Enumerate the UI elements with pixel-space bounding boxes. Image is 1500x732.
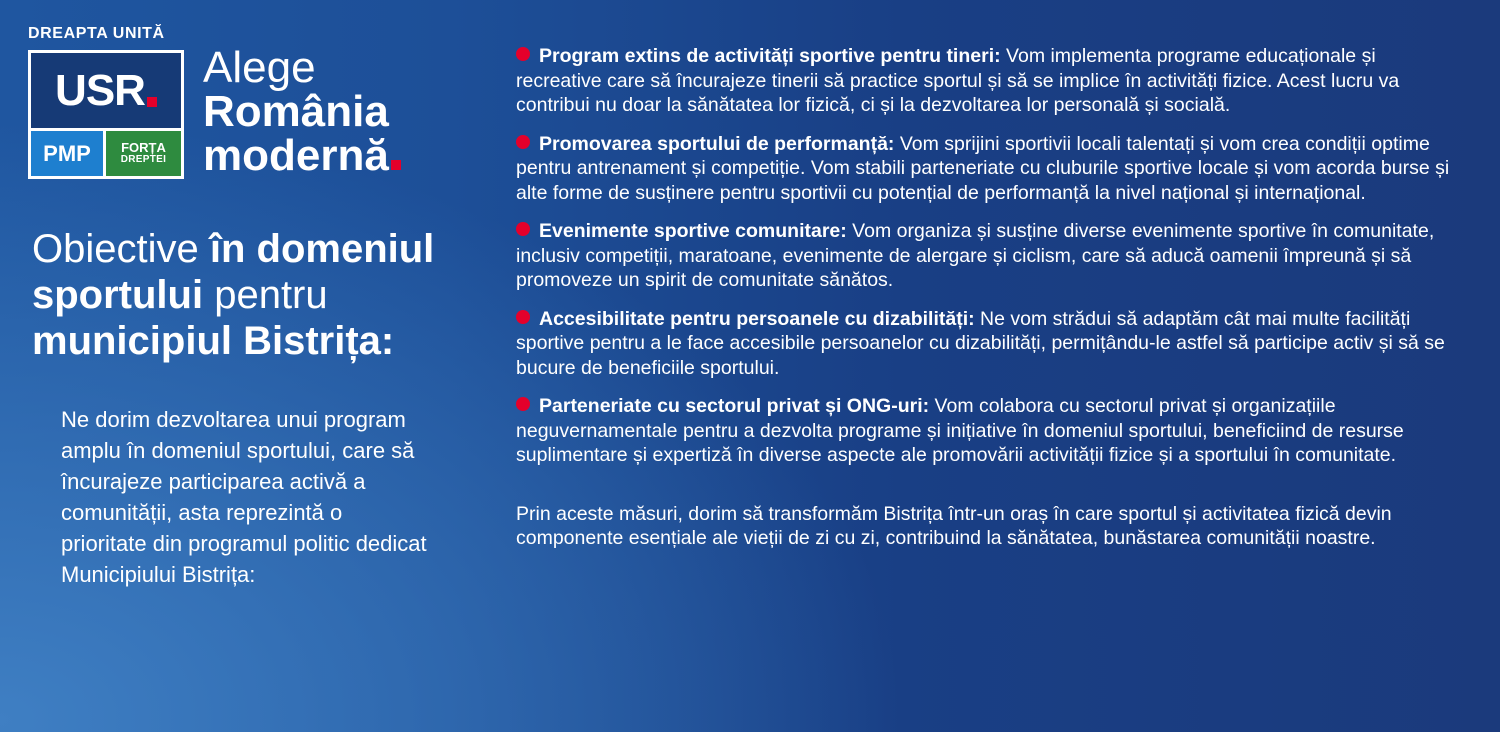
- logo-box: [28, 50, 184, 179]
- page-headline: [32, 226, 502, 364]
- headline-part-4: municipiul Bistrița:: [32, 319, 395, 363]
- slogan-line-1: Alege: [203, 43, 316, 92]
- slogan-line-3: modernă: [203, 131, 389, 180]
- item-text: Vom organiza și susține diverse evenimente sportive în comunitate, inclusiv competiții, maratoane, evenimente de alergare și ciclism, care să aducă oamenii împreună și să promoveze un spirit de comunitate sănătos.: [516, 220, 1435, 291]
- red-bullet-icon: [516, 397, 530, 411]
- headline-part-1: Obiective: [32, 227, 210, 271]
- intro-paragraph: Ne dorim dezvoltarea unui program amplu în domeniul sportului, care să încurajeze participarea activă a comunității, asta reprezintă o prioritate din programul politic dedicat Municipiului Bistrița:: [61, 407, 427, 587]
- logo-bottom: [31, 131, 181, 176]
- closing-paragraph: Prin aceste măsuri, dorim să transformăm Bistrița într-un oraș în care sportul și activitatea fizică devin componente esențiale ale vieții de zi cu zi, contribuind la sănătatea, bunăstarea comunității noastre.: [516, 502, 1392, 549]
- slogan-line-3-wrap: [203, 131, 401, 180]
- slogan-red-dot: [391, 160, 401, 170]
- headline-part-3: pentru: [203, 273, 328, 317]
- party-logo: [28, 24, 182, 179]
- red-bullet-icon: [516, 310, 530, 324]
- item-text: Vom sprijini sportivii locali talentați și vom crea condiții optime pentru antrenament și competiție. Vom stabili parteneriate cu cluburile sportive locale și vom acorda burse și alte forme de susținere pentru sportivii cu potențial de performanță la nivel național și internațional.: [516, 132, 1450, 204]
- item-title: Promovarea sportului de performanță:: [539, 132, 895, 155]
- red-bullet-icon: [516, 47, 530, 61]
- pmp-logo: PMP: [31, 131, 103, 176]
- item-title: Accesibilitate pentru persoanele cu dizabilități:: [539, 307, 975, 330]
- red-bullet-icon: [516, 222, 530, 236]
- item-title: Parteneriate cu sectorul privat și ONG-uri:: [539, 395, 930, 417]
- logo-top-text: DREAPTA UNITĂ: [28, 25, 165, 42]
- list-item: [516, 394, 1466, 468]
- forta-dreptei-logo: [106, 131, 181, 176]
- item-title: Program extins de activități sportive pentru tineri:: [539, 45, 1001, 67]
- forta-text: FORȚA: [121, 139, 166, 155]
- list-item: [516, 307, 1466, 381]
- objectives-list: [516, 44, 1466, 551]
- usr-text: USR: [55, 65, 145, 115]
- list-item: [516, 44, 1466, 118]
- headline-part-2: în domeniul sportului: [32, 227, 435, 317]
- red-bullet-icon: [516, 135, 530, 149]
- item-title: Evenimente sportive comunitare:: [539, 220, 847, 242]
- item-text: Ne vom strădui să adaptăm cât mai multe facilități sportive pentru a le face accesibile persoanelor cu dizabilități, permițându-le astfel să participe activ și să se bucure de beneficiile sportului.: [516, 307, 1445, 379]
- item-text: Vom colabora cu sectorul privat și organizațiile neguvernamentale pentru a dezvolta programe și inițiative în domeniul sportului, beneficiind de resurse suplimentare și expertiză în diverse aspecte ale promovării activității fizice și a sportului în comunitate.: [516, 395, 1404, 466]
- list-item: [516, 219, 1466, 293]
- item-text: Vom implementa programe educaționale și recreative care să încurajeze tinerii să practice sportul și să se implice în activități fizice. Acest lucru va contribui nu doar la sănătatea lor fizică, ci și la dezvoltarea lor personală și socială.: [516, 45, 1400, 116]
- slogan-line-2: România: [203, 87, 389, 136]
- dreptei-text: DREPTEI: [120, 153, 167, 165]
- usr-logo: [31, 53, 181, 128]
- slogan: [203, 43, 401, 180]
- usr-red-dot: [147, 97, 157, 107]
- list-item: [516, 132, 1466, 206]
